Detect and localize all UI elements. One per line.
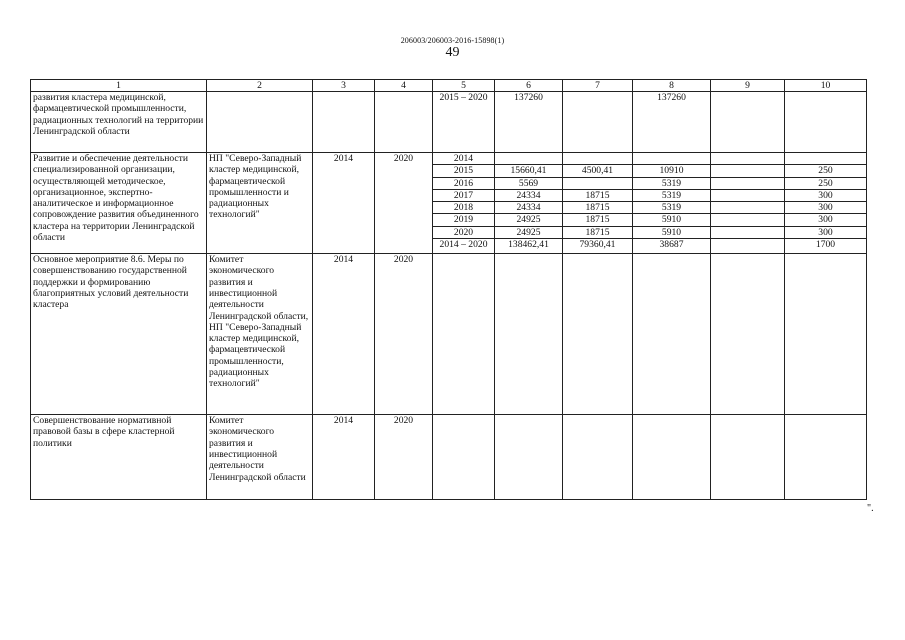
column-header-1: 1	[31, 80, 207, 92]
column-header-2: 2	[207, 80, 313, 92]
table-cell: Совершенствование нормативной правовой базы в сфере кластерной политики	[31, 415, 207, 500]
table-cell: 300	[785, 189, 867, 201]
table-row	[31, 92, 867, 153]
table-cell	[711, 189, 785, 201]
table-cell: 5910	[633, 214, 711, 226]
table-cell: 24334	[495, 202, 563, 214]
table-cell	[785, 153, 867, 165]
table-cell: 2020	[433, 226, 495, 238]
table-cell	[711, 165, 785, 177]
table-cell: 2014 – 2020	[433, 239, 495, 254]
column-header-7: 7	[563, 80, 633, 92]
table-cell: 5910	[633, 226, 711, 238]
column-header-10: 10	[785, 80, 867, 92]
column-header-4: 4	[375, 80, 433, 92]
table-cell: 2018	[433, 202, 495, 214]
table-cell: Развитие и обеспечение деятельности специализированной организации, осуществляющей методическое, организационное, экспертно-аналитическое и информационное сопровождение развития объединенного кластера на территории Ленинградской области	[31, 153, 207, 254]
table-cell	[207, 92, 313, 153]
table-cell: 137260	[633, 92, 711, 153]
table-cell	[711, 202, 785, 214]
table-cell	[433, 254, 495, 415]
table-cell	[375, 92, 433, 153]
table-cell: 18715	[563, 226, 633, 238]
page-number: 49	[445, 45, 460, 60]
table-cell: 138462,41	[495, 239, 563, 254]
table-cell: 5569	[495, 177, 563, 189]
table-cell	[785, 92, 867, 153]
table-cell: 5319	[633, 189, 711, 201]
table-cell: 18715	[563, 202, 633, 214]
table-cell: 2016	[433, 177, 495, 189]
table-cell: 2014	[433, 153, 495, 165]
table-cell	[633, 153, 711, 165]
table-cell: 2019	[433, 214, 495, 226]
table-cell: Комитет экономического развития и инвестиционной деятельности Ленинградской области	[207, 415, 313, 500]
table-row	[31, 153, 867, 165]
table-cell	[711, 92, 785, 153]
table-cell	[711, 254, 785, 415]
table-row	[31, 415, 867, 500]
table-cell: 5319	[633, 202, 711, 214]
table-cell	[313, 92, 375, 153]
table-cell: Основное мероприятие 8.6. Меры по совершенствованию государственной поддержки и формированию благоприятных условий деятельности кластера	[31, 254, 207, 415]
table-cell	[495, 415, 563, 500]
table-cell	[711, 226, 785, 238]
closing-quote: ".	[867, 503, 874, 514]
table-cell	[711, 415, 785, 500]
table-row	[31, 254, 867, 415]
table-cell	[563, 254, 633, 415]
table-cell	[433, 415, 495, 500]
table-cell	[711, 153, 785, 165]
table-cell: 2020	[375, 153, 433, 254]
table-cell: 2020	[375, 254, 433, 415]
table-cell	[633, 254, 711, 415]
table-cell: Комитет экономического развития и инвестиционной деятельности Ленинградской области, НП "Северо-Западный кластер медицинской, фармацевтической промышленности, радиационных технологий"	[207, 254, 313, 415]
table-cell	[711, 177, 785, 189]
table-cell: 300	[785, 226, 867, 238]
table-cell: 24334	[495, 189, 563, 201]
table-cell: НП "Северо-Западный кластер медицинской, фармацевтической промышленности и радиационных технологий"	[207, 153, 313, 254]
table-cell: 24925	[495, 226, 563, 238]
table-cell	[495, 153, 563, 165]
column-header-6: 6	[495, 80, 563, 92]
table-cell	[633, 415, 711, 500]
table-cell	[785, 415, 867, 500]
table-cell: 79360,41	[563, 239, 633, 254]
table-body	[31, 92, 867, 500]
table-cell	[563, 92, 633, 153]
table-header	[31, 80, 867, 92]
table-cell: 18715	[563, 189, 633, 201]
column-header-5: 5	[433, 80, 495, 92]
column-header-3: 3	[313, 80, 375, 92]
table-cell: 2015	[433, 165, 495, 177]
table-cell	[785, 254, 867, 415]
table-cell: 250	[785, 165, 867, 177]
table-cell	[711, 239, 785, 254]
table-cell	[711, 214, 785, 226]
table-cell: 137260	[495, 92, 563, 153]
table-cell: 2015 – 2020	[433, 92, 495, 153]
column-header-9: 9	[711, 80, 785, 92]
column-header-8: 8	[633, 80, 711, 92]
table-cell: развития кластера медицинской, фармацевтической промышленности, радиационных технологий на территории Ленинградской области	[31, 92, 207, 153]
table-cell: 4500,41	[563, 165, 633, 177]
table-cell: 2014	[313, 415, 375, 500]
table-cell: 38687	[633, 239, 711, 254]
table-cell	[563, 415, 633, 500]
table-cell: 2020	[375, 415, 433, 500]
table-cell: 300	[785, 214, 867, 226]
table-cell: 24925	[495, 214, 563, 226]
table-cell: 2014	[313, 254, 375, 415]
table-cell: 1700	[785, 239, 867, 254]
table-cell	[495, 254, 563, 415]
document-id: 206003/206003-2016-15898(1)	[400, 36, 505, 45]
table-cell: 18715	[563, 214, 633, 226]
header-row	[31, 80, 867, 92]
table-cell: 10910	[633, 165, 711, 177]
table-cell: 300	[785, 202, 867, 214]
table-cell: 5319	[633, 177, 711, 189]
table-cell: 15660,41	[495, 165, 563, 177]
table-cell: 2014	[313, 153, 375, 254]
program-table	[30, 79, 867, 500]
table-cell: 2017	[433, 189, 495, 201]
table-cell: 250	[785, 177, 867, 189]
table-cell	[563, 177, 633, 189]
table-cell	[563, 153, 633, 165]
